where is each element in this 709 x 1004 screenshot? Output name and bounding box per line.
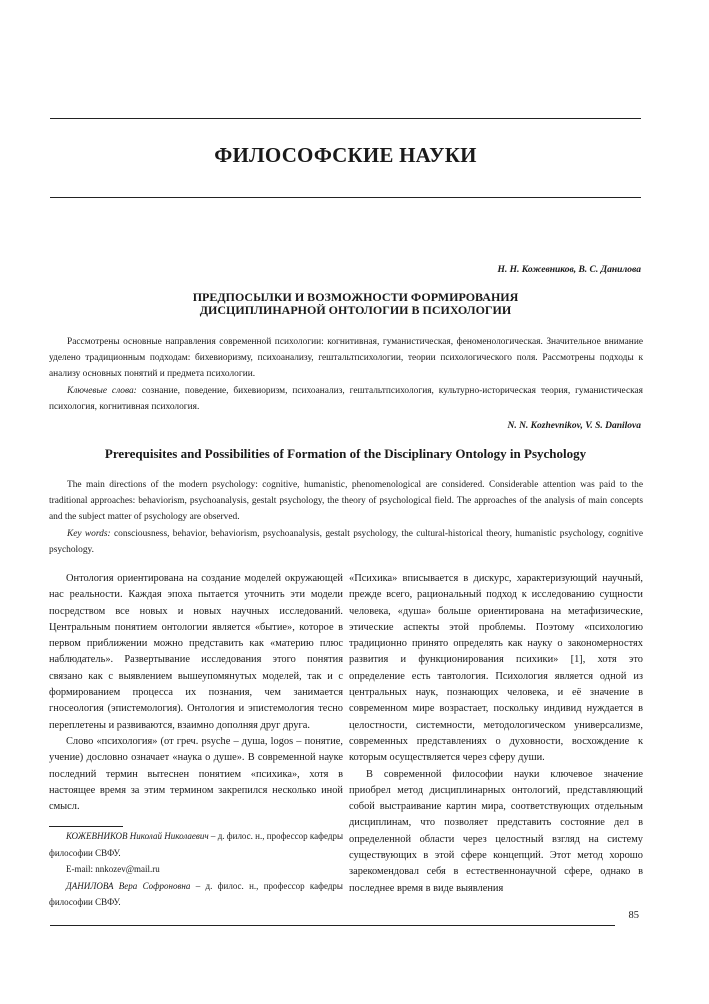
body-paragraph: Онтология ориентирована на создание моделей окружающей нас реальности. Каждая эпоха пытается уточнить эти модели посредством все новых и новых научных исследований. Центральным понятием онтологии является «бытие», которое в первом приближении можно представить как «материю плюс наблюдатель». Развертывание исследования этого понятия связано как с выявлением вышеупомянутых моделей, так и с формированием процесса их познания, чем занимается гносеология (эпистемология). Онтология и эпистемология тесно переплетены и развиваются, взаимно дополняя друг друга.	[49, 573, 343, 731]
abstract-en	[49, 477, 643, 558]
footnote-name2: ДАНИЛОВА Вера Софроновна	[66, 880, 191, 891]
title-ru	[60, 291, 651, 317]
section-title: ФИЛОСОФСКИЕ НАУКИ	[214, 143, 477, 167]
body-paragraph: Слово «психология» (от греч. psyche – душа, logos – понятие, учение) дословно означает «наука о душе». В современной науке последний термин вытеснен понятием «психика», хотя в настоящее время за этим термином закрепился несколько иной смысл.	[49, 735, 343, 813]
authors-ru: Н. Н. Кожевников, В. С. Данилова	[497, 265, 641, 275]
keywords-en	[49, 526, 643, 558]
body-paragraph: В современной философии науки ключевое значение приобрел метод дисциплинарных онтологий, представляющий собой выстраивание картин мира, соответствующих отдельным дисциплинам, что позволяет представить состояние дел в определенной области через целостный взгляд на систему существующих в этой сфере концепций. Этот метод хорошо зарекомендовал себя в естественнонаучной сфере, однако в последнее время в виде выявления	[349, 768, 643, 894]
keywords-en-text: consciousness, behavior, behaviorism, psychoanalysis, gestalt psychology, the cultural-historical theory, humanistic psychology, cognitive psychology.	[49, 528, 643, 555]
body-right-column	[349, 571, 643, 897]
section-rule	[50, 197, 641, 198]
page-number: 85	[628, 910, 639, 921]
footnote-info1: – д. филос. н., профессор кафедры философии СВФУ.	[49, 831, 343, 858]
authors-en: N. N. Kozhevnikov, V. S. Danilova	[507, 421, 641, 431]
keywords-ru-text: сознание, поведение, бихевиоризм, психоанализ, гештальтпсихология, культурно-историческая теория, гуманистическая психология, когнитивная психология.	[49, 385, 643, 412]
footnote-name1: КОЖЕВНИКОВ Николай Николаевич	[66, 831, 209, 841]
footnote-email: E-mail: nnkozev@mail.ru	[66, 864, 160, 874]
body-paragraph: «Психика» вписывается в дискурс, характеризующий научный, прежде всего, рациональный подход к исследованию сущности человека, «душа» больше ориентирована на метафизические, этические аспекты этой проблемы. Поэтому «психологию традиционно принято определять как науку о закономерностях развития и функционирования психики» [1], хотя это определение есть тавтология. Психология является одной из центральных наук, познающих человека, и её значение в современном мире возрастает, поскольку индивид нуждается в целостности, системности, методологическом универсализме, современных представлениях о духовности, восхождение к которым осуществляется через сферу души.	[349, 573, 643, 764]
keywords-en-label: Key words:	[67, 528, 111, 539]
footnote-info2: – д. филос. н., профессор кафедры философии СВФУ.	[49, 880, 343, 907]
abstract-ru-text: Рассмотрены основные направления современной психологии: когнитивная, гуманистическая, феноменологическая. Значительное внимание уделено традиционным подходам: бихевиоризму, психоанализу, гештальтпсихологии, теории психологического поля. Рассмотрены подходы к анализу основных понятий и предмета психологии.	[49, 337, 643, 380]
title-en: Prerequisites and Possibilities of Formation of the Disciplinary Ontology in Psychology	[104, 446, 587, 461]
footnote-author2	[49, 878, 343, 911]
footnote-author1	[49, 828, 343, 861]
bottom-rule	[50, 925, 615, 926]
body-left-column	[49, 571, 343, 815]
abstract-en-text: The main directions of the modern psychology: cognitive, humanistic, phenomenological are considered. Considerable attention was paid to the traditional approaches: behaviorism, psychoanalysis, gestalt psychology, the theory of psychological field. The approaches of the analysis of main concepts and the subject matter of psychology are observed.	[49, 480, 643, 523]
abstract-ru	[49, 334, 643, 415]
keywords-ru-label: Ключевые слова:	[67, 385, 137, 396]
keywords-ru	[49, 383, 643, 415]
title-ru-line2: ДИСЦИПЛИНАРНОЙ ОНТОЛОГИИ В ПСИХОЛОГИИ	[199, 303, 512, 317]
footnote-rule	[49, 826, 123, 827]
top-rule	[50, 118, 641, 119]
title-ru-line1: ПРЕДПОСЫЛКИ И ВОЗМОЖНОСТИ ФОРМИРОВАНИЯ	[192, 290, 519, 304]
author-footnote	[49, 828, 343, 911]
